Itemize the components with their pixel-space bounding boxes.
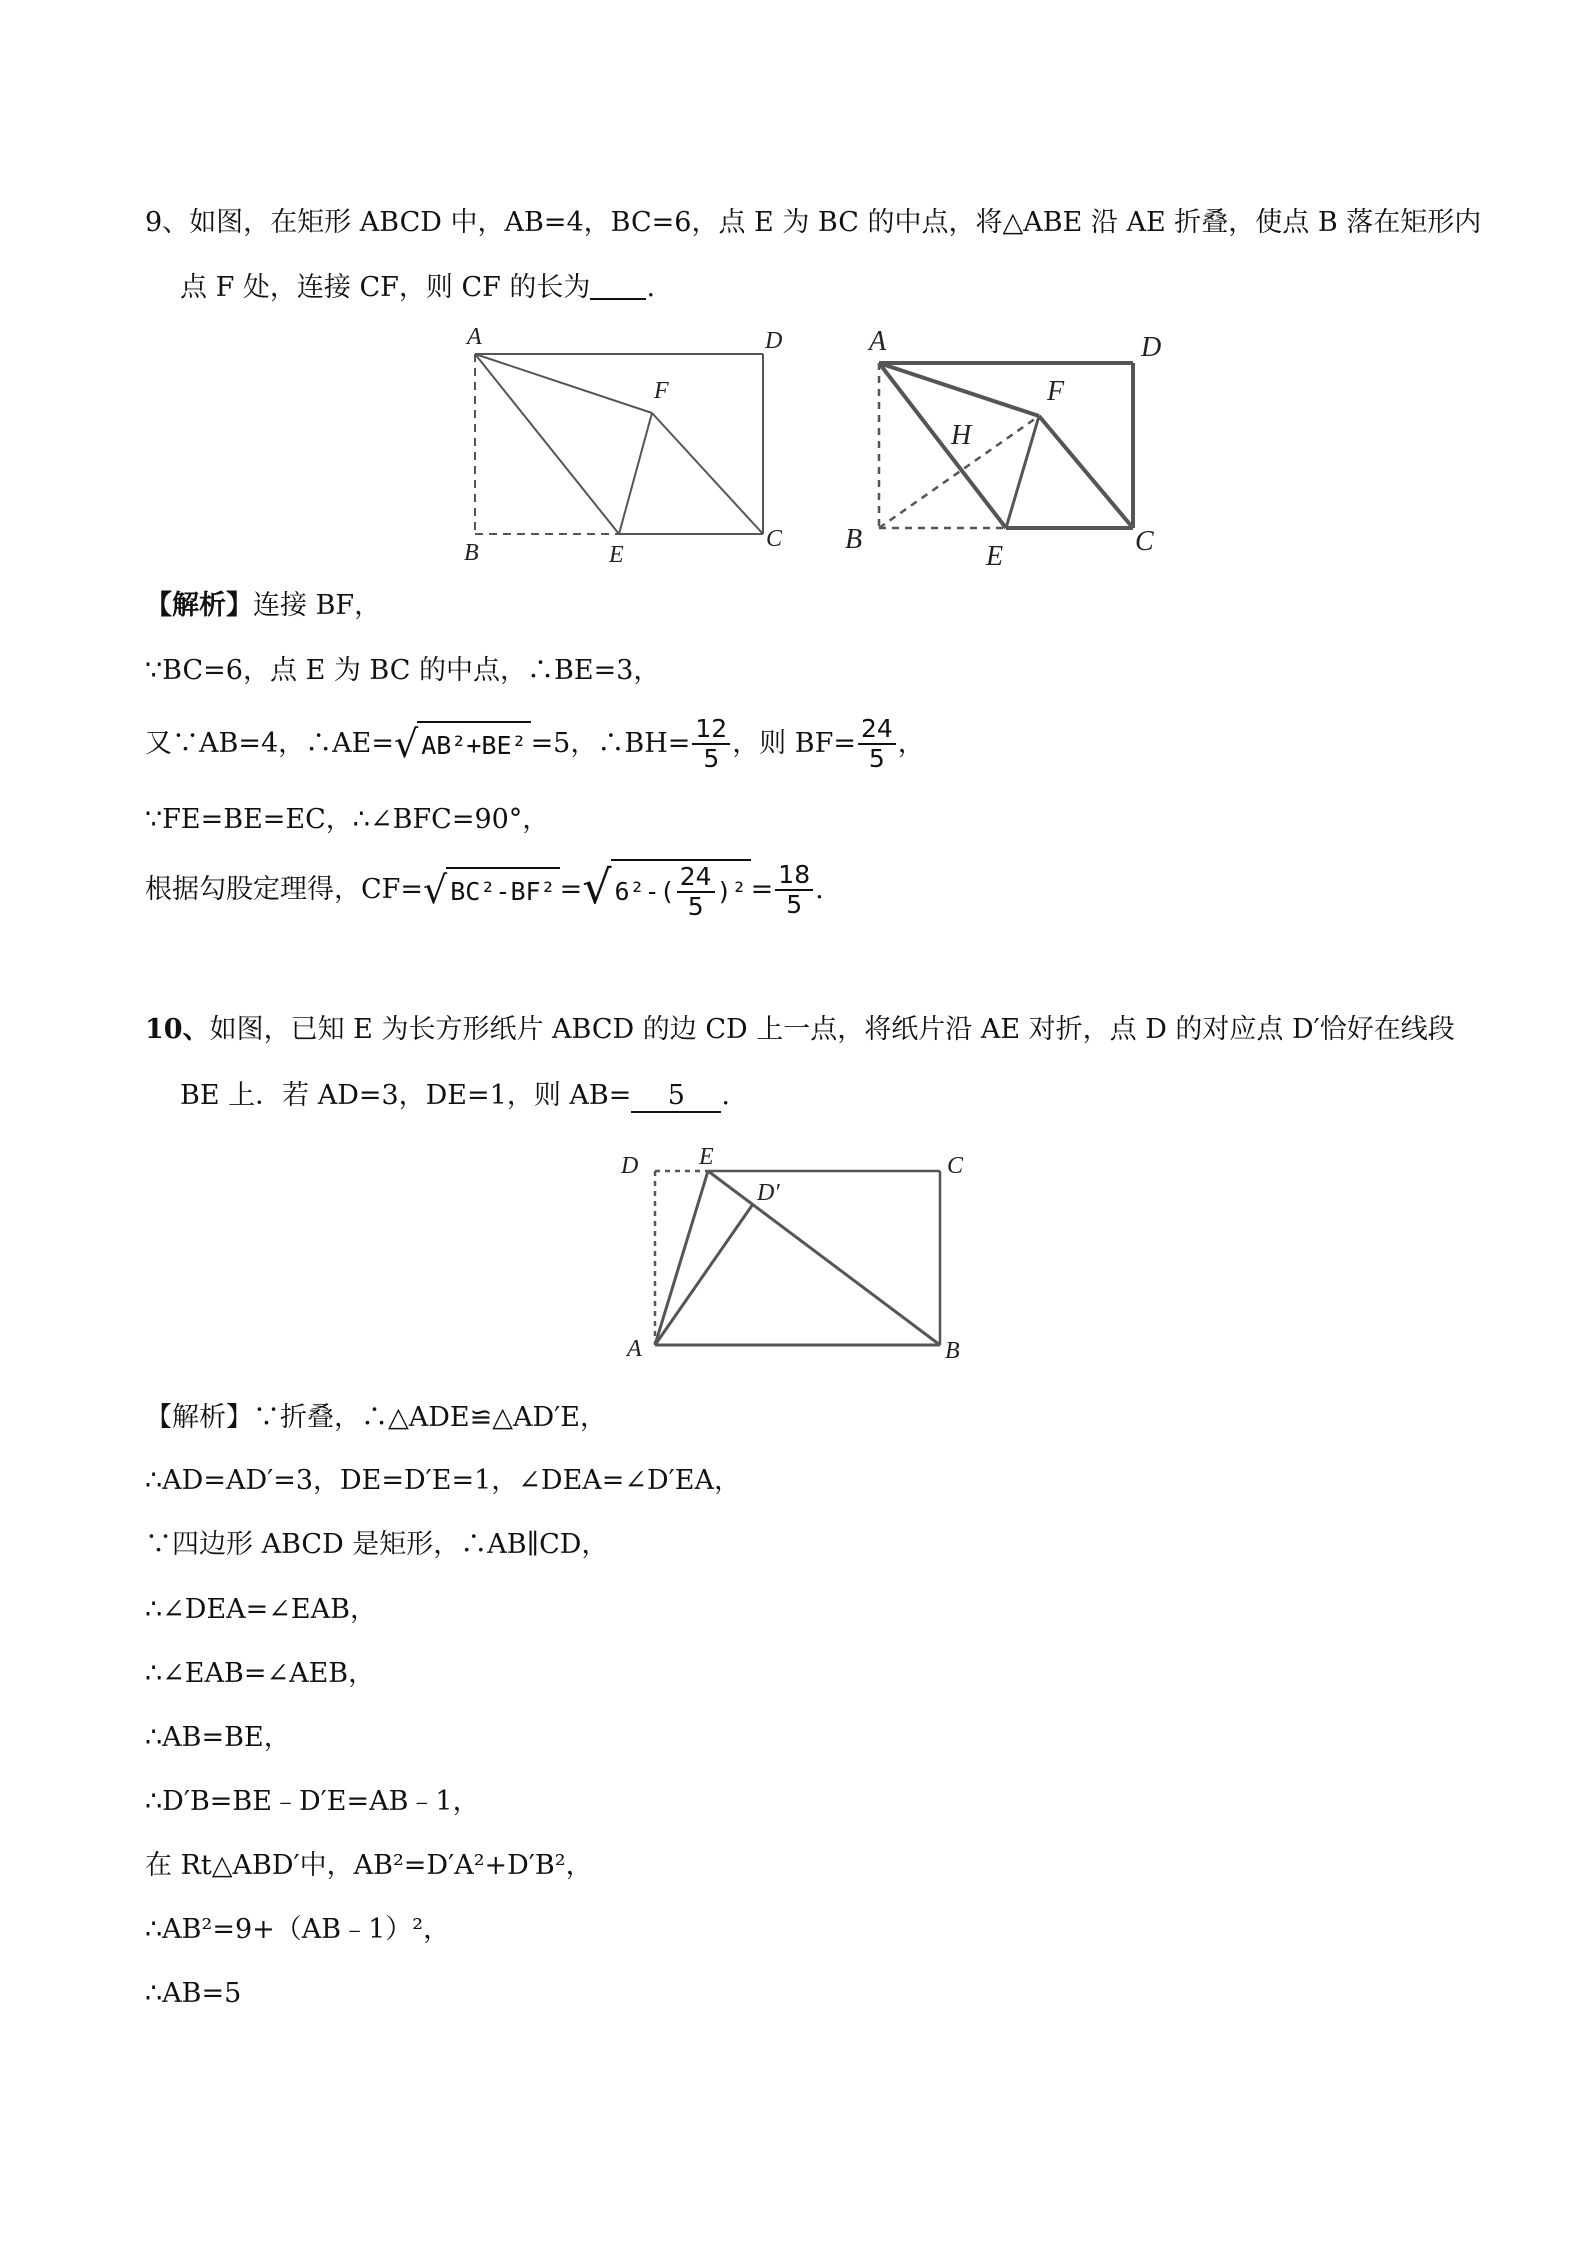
q9-line1	[145, 203, 1481, 243]
q9-solution-line4	[145, 800, 549, 840]
q9-s3-frac1: $\frac{12}{5}$	[692, 715, 730, 773]
q9-solution-line3	[145, 714, 925, 773]
q10-line2	[180, 1076, 730, 1116]
q10-text-line2: BE 上．若 AD=3，DE=1，则 AB=	[180, 1080, 632, 1111]
q10-solution-s6: ∴AB=BE，	[145, 1722, 291, 1753]
q10-solution-line5	[145, 1654, 375, 1694]
q10-solution-s8: 在 Rt△ABD′中，AB²=D′A²+D′B²，	[145, 1850, 593, 1881]
q9-s5-sqrt1: √ BC²-BF²	[423, 867, 560, 913]
q10-solution-s10: ∴AB=5	[145, 1978, 242, 2009]
q9-s5-inner-frac: $\frac{24}{5}$	[677, 863, 715, 921]
q9-s5-eq: =	[559, 874, 583, 905]
fig2-label-h: H	[951, 420, 972, 451]
q10-label-e: E	[699, 1144, 714, 1170]
fig1-label-a: A	[467, 324, 482, 350]
q10-label-dprime: D′	[757, 1180, 780, 1206]
fig2-label-b: B	[845, 524, 863, 555]
q9-figure-2	[845, 318, 1185, 578]
fig1-label-c: C	[766, 526, 783, 552]
q9-solution-s2: ∵BC=6，点 E 为 BC 的中点，∴BE=3，	[145, 655, 661, 686]
q9-s5-a: 根据勾股定理得，CF=	[145, 874, 424, 905]
q9-s5-c: .	[815, 874, 824, 905]
q10-answer: 5	[631, 1081, 721, 1113]
q10-solution-line3	[145, 1525, 608, 1565]
q10-solution-line2	[145, 1461, 741, 1501]
fig2-label-d: D	[1141, 332, 1162, 363]
q9-s5-sqrt2: √ 6²-( $\frac{24}{5}$ )²	[582, 859, 750, 921]
q9-solution-s4: ∵FE=BE=EC，∴∠BFC=90°，	[145, 804, 550, 835]
q10-number: 10、	[145, 1014, 210, 1045]
q10-period: .	[721, 1080, 730, 1111]
fig2-label-a: A	[869, 326, 887, 357]
fig1-label-f: F	[654, 378, 669, 404]
q10-solution-s4: ∴∠DEA=∠EAB，	[145, 1594, 377, 1625]
fig2-label-c: C	[1135, 526, 1154, 557]
fig1-label-d: D	[765, 328, 783, 354]
q9-answer-blank	[590, 270, 646, 300]
q9-solution-line5	[145, 860, 824, 920]
q10-solution-s1: ∵折叠，∴△ADE≌△AD′E，	[253, 1402, 607, 1433]
fig1-label-b: B	[464, 540, 479, 566]
fig1-label-e: E	[609, 542, 624, 568]
q10-solution-s3: ∵四边形 ABCD 是矩形，∴AB∥CD，	[145, 1529, 609, 1560]
q9-s5-frac3: $\frac{18}{5}$	[775, 861, 813, 919]
q9-solution-line1	[145, 586, 381, 626]
fig2-label-f: F	[1047, 376, 1065, 407]
q10-solution-line8	[145, 1846, 593, 1886]
q9-s3-b: =5，∴BH=	[530, 728, 691, 759]
q10-solution-s7: ∴D′B=BE﹣D′E=AB﹣1，	[145, 1786, 480, 1817]
q10-solution-line1	[145, 1398, 607, 1438]
q9-figure-1	[455, 318, 795, 568]
q10-solution-line10	[145, 1974, 241, 2014]
q10-line1	[145, 1010, 1455, 1050]
q9-line2	[180, 268, 655, 308]
q9-s3-c: ，则 BF=	[732, 728, 856, 759]
q9-solution-head: 【解析】	[145, 590, 253, 621]
q9-solution-s1: 连接 BF，	[253, 590, 382, 621]
q10-solution-line4	[145, 1590, 377, 1630]
q10-text-line1: 如图，已知 E 为长方形纸片 ABCD 的边 CD 上一点，将纸片沿 AE 对折，点 D 的对应点 D′恰好在线段	[209, 1014, 1455, 1045]
q9-text-line1: 如图，在矩形 ABCD 中，AB=4，BC=6，点 E 为 BC 的中点，将△ABE 沿 AE 折叠，使点 B 落在矩形内	[189, 207, 1482, 238]
q10-label-c: C	[947, 1153, 964, 1179]
q10-label-a: A	[627, 1336, 642, 1362]
q9-s5-b: =	[750, 874, 774, 905]
q10-label-d: D	[621, 1153, 639, 1179]
q9-text-line2: 点 F 处，连接 CF，则 CF 的长为	[180, 272, 591, 303]
q9-solution-line2	[145, 651, 660, 691]
q9-s3-d: ，	[897, 728, 925, 759]
q9-period: .	[646, 272, 656, 303]
q10-solution-s5: ∴∠EAB=∠AEB，	[145, 1658, 376, 1689]
q10-solution-line7	[145, 1782, 480, 1822]
q10-solution-line9	[145, 1910, 450, 1950]
q10-label-b: B	[945, 1338, 960, 1364]
q9-s3-a: 又∵AB=4，∴AE=	[145, 728, 394, 759]
fig2-label-e: E	[986, 541, 1004, 572]
q10-solution-s2: ∴AD=AD′=3，DE=D′E=1，∠DEA=∠D′EA，	[145, 1465, 742, 1496]
q10-solution-head: 【解析】	[145, 1402, 253, 1433]
q10-solution-line6	[145, 1718, 291, 1758]
q9-s3-frac2: $\frac{24}{5}$	[858, 715, 896, 773]
q10-figure	[615, 1140, 975, 1370]
q9-s3-sqrt: √ AB²+BE²	[394, 721, 531, 767]
q9-number: 9、	[145, 207, 190, 238]
q10-solution-s9: ∴AB²=9+（AB﹣1）²，	[145, 1914, 451, 1945]
